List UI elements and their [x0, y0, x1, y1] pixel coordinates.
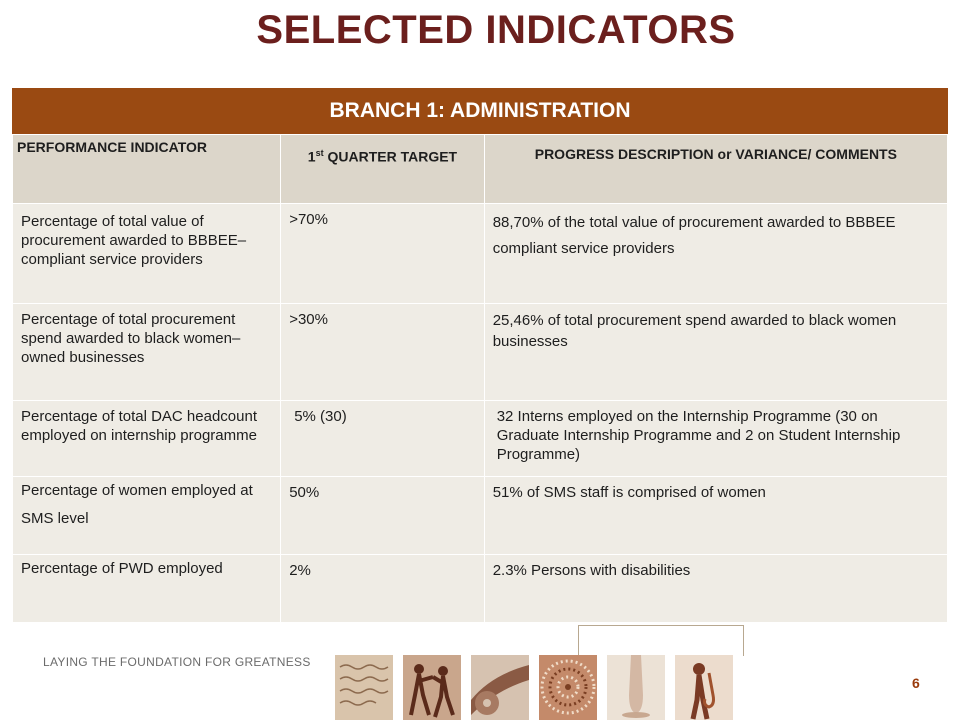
table-row	[13, 304, 948, 401]
row-indicator: Percentage of total procurement spend awarded to black women–owned businesses	[13, 304, 281, 401]
ballet-shoe-image	[607, 655, 665, 720]
branch-heading: BRANCH 1: ADMINISTRATION	[12, 88, 948, 134]
header-quarter-target	[281, 135, 485, 204]
row-progress: 51% of SMS staff is comprised of women	[484, 477, 947, 555]
row-indicator: Percentage of total value of procurement awarded to BBBEE–compliant service providers	[13, 204, 281, 304]
page-title: SELECTED INDICATORS	[256, 8, 736, 52]
table-row	[13, 401, 948, 477]
decorative-frame	[578, 625, 744, 656]
footer-tagline: LAYING THE FOUNDATION FOR GREATNESS	[43, 655, 311, 669]
table-row	[13, 204, 948, 304]
row-progress: 2.3% Persons with disabilities	[484, 555, 947, 623]
row-target: 5% (30)	[281, 401, 485, 477]
beaded-pattern-image	[539, 655, 597, 720]
row-target: >30%	[281, 304, 485, 401]
handwriting-image	[335, 655, 393, 720]
row-indicator: Percentage of total DAC headcount employed on internship programme	[13, 401, 281, 477]
row-progress: 32 Interns employed on the Internship Programme (30 on Graduate Internship Programme and 2 on Student Internship Programme)	[484, 401, 947, 477]
dancers-image	[403, 655, 461, 720]
row-target: 50%	[281, 477, 485, 555]
header-target-ordinal: st	[315, 148, 324, 158]
table-header-row	[13, 135, 948, 204]
header-target-number: 1	[307, 148, 316, 165]
header-progress-description: PROGRESS DESCRIPTION or VARIANCE/ COMMENTS	[484, 135, 947, 204]
saxophone-player-image	[675, 655, 733, 720]
row-progress: 25,46% of total procurement spend awarded to black women businesses	[484, 304, 947, 401]
row-indicator: Percentage of PWD employed	[13, 555, 281, 623]
row-indicator: Percentage of women employed at SMS level	[13, 477, 281, 555]
footer-image-strip	[335, 655, 733, 720]
row-target: >70%	[281, 204, 485, 304]
table-row	[13, 477, 948, 555]
film-reel-image	[471, 655, 529, 720]
page-number: 6	[912, 675, 920, 691]
header-performance-indicator: PERFORMANCE INDICATOR	[13, 135, 281, 204]
table-row	[13, 555, 948, 623]
row-target: 2%	[281, 555, 485, 623]
header-target-label: QUARTER TARGET	[323, 148, 458, 165]
row-progress: 88,70% of the total value of procurement awarded to BBBEE compliant service providers	[484, 204, 947, 304]
indicators-table	[12, 134, 948, 623]
